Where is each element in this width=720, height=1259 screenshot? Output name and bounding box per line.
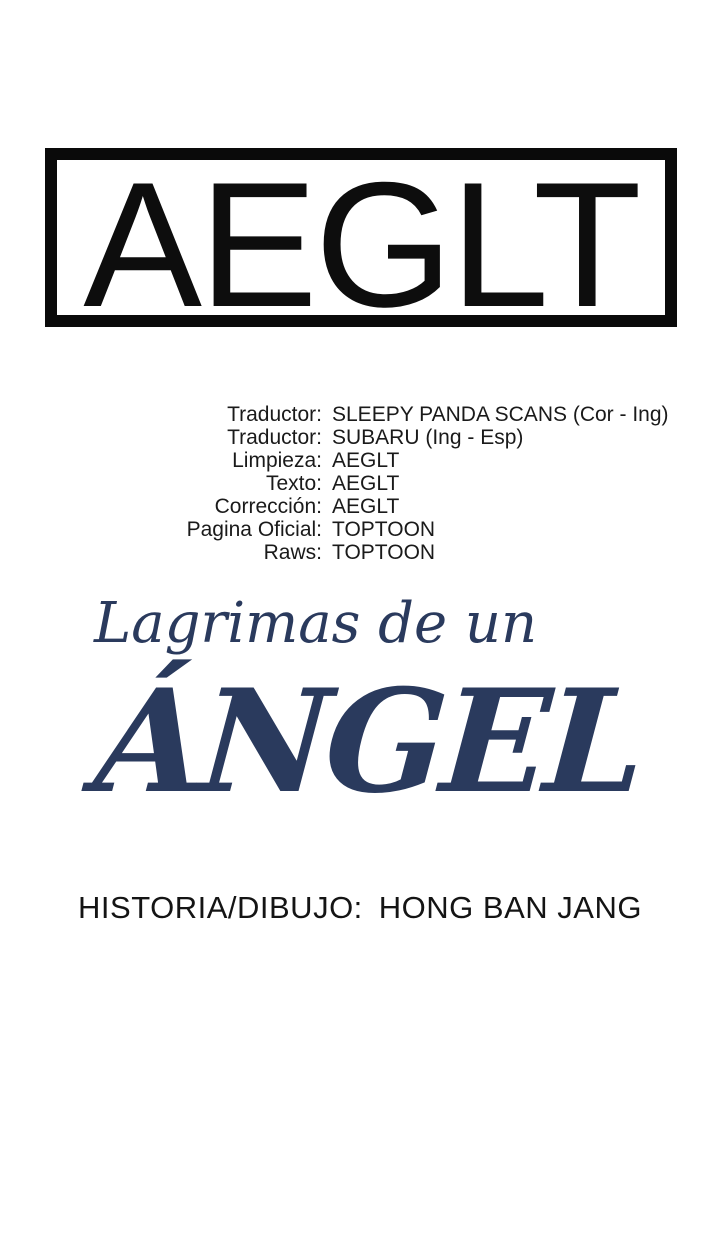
credits-list	[0, 403, 720, 564]
series-title-line2: ÁNGEL	[90, 659, 646, 825]
credit-label: Pagina Oficial:	[186, 518, 322, 541]
credit-label: Texto:	[265, 472, 322, 495]
credit-row-proofreading	[0, 495, 720, 518]
credit-value: SLEEPY PANDA SCANS (Cor - Ing)	[332, 403, 669, 426]
credit-label: Corrección:	[214, 495, 322, 518]
credit-label: Traductor:	[227, 403, 322, 426]
credit-row-translator-1	[0, 403, 720, 426]
credit-row-typesetting	[0, 472, 720, 495]
author-line	[0, 890, 720, 926]
credit-value: TOPTOON	[332, 541, 436, 564]
credit-row-cleaning	[0, 449, 720, 472]
credit-label: Traductor:	[227, 426, 322, 449]
credit-label: Limpieza:	[232, 449, 322, 472]
credit-row-raws	[0, 541, 720, 564]
credit-value: AEGLT	[332, 495, 400, 518]
credit-row-translator-2	[0, 426, 720, 449]
credit-value: SUBARU (Ing - Esp)	[332, 426, 524, 449]
author-label: HISTORIA/DIBUJO:	[78, 890, 363, 925]
author-name: HONG BAN JANG	[378, 890, 642, 925]
credit-row-official-page	[0, 518, 720, 541]
series-title-line1: Lagrimas de un	[94, 591, 538, 656]
scanlation-logo-text: AEGLT	[83, 144, 639, 344]
credit-value: AEGLT	[332, 472, 400, 495]
credit-value: TOPTOON	[332, 518, 436, 541]
credit-label: Raws:	[263, 541, 322, 564]
scanlation-logo-box	[45, 144, 677, 344]
credit-value: AEGLT	[332, 449, 400, 472]
